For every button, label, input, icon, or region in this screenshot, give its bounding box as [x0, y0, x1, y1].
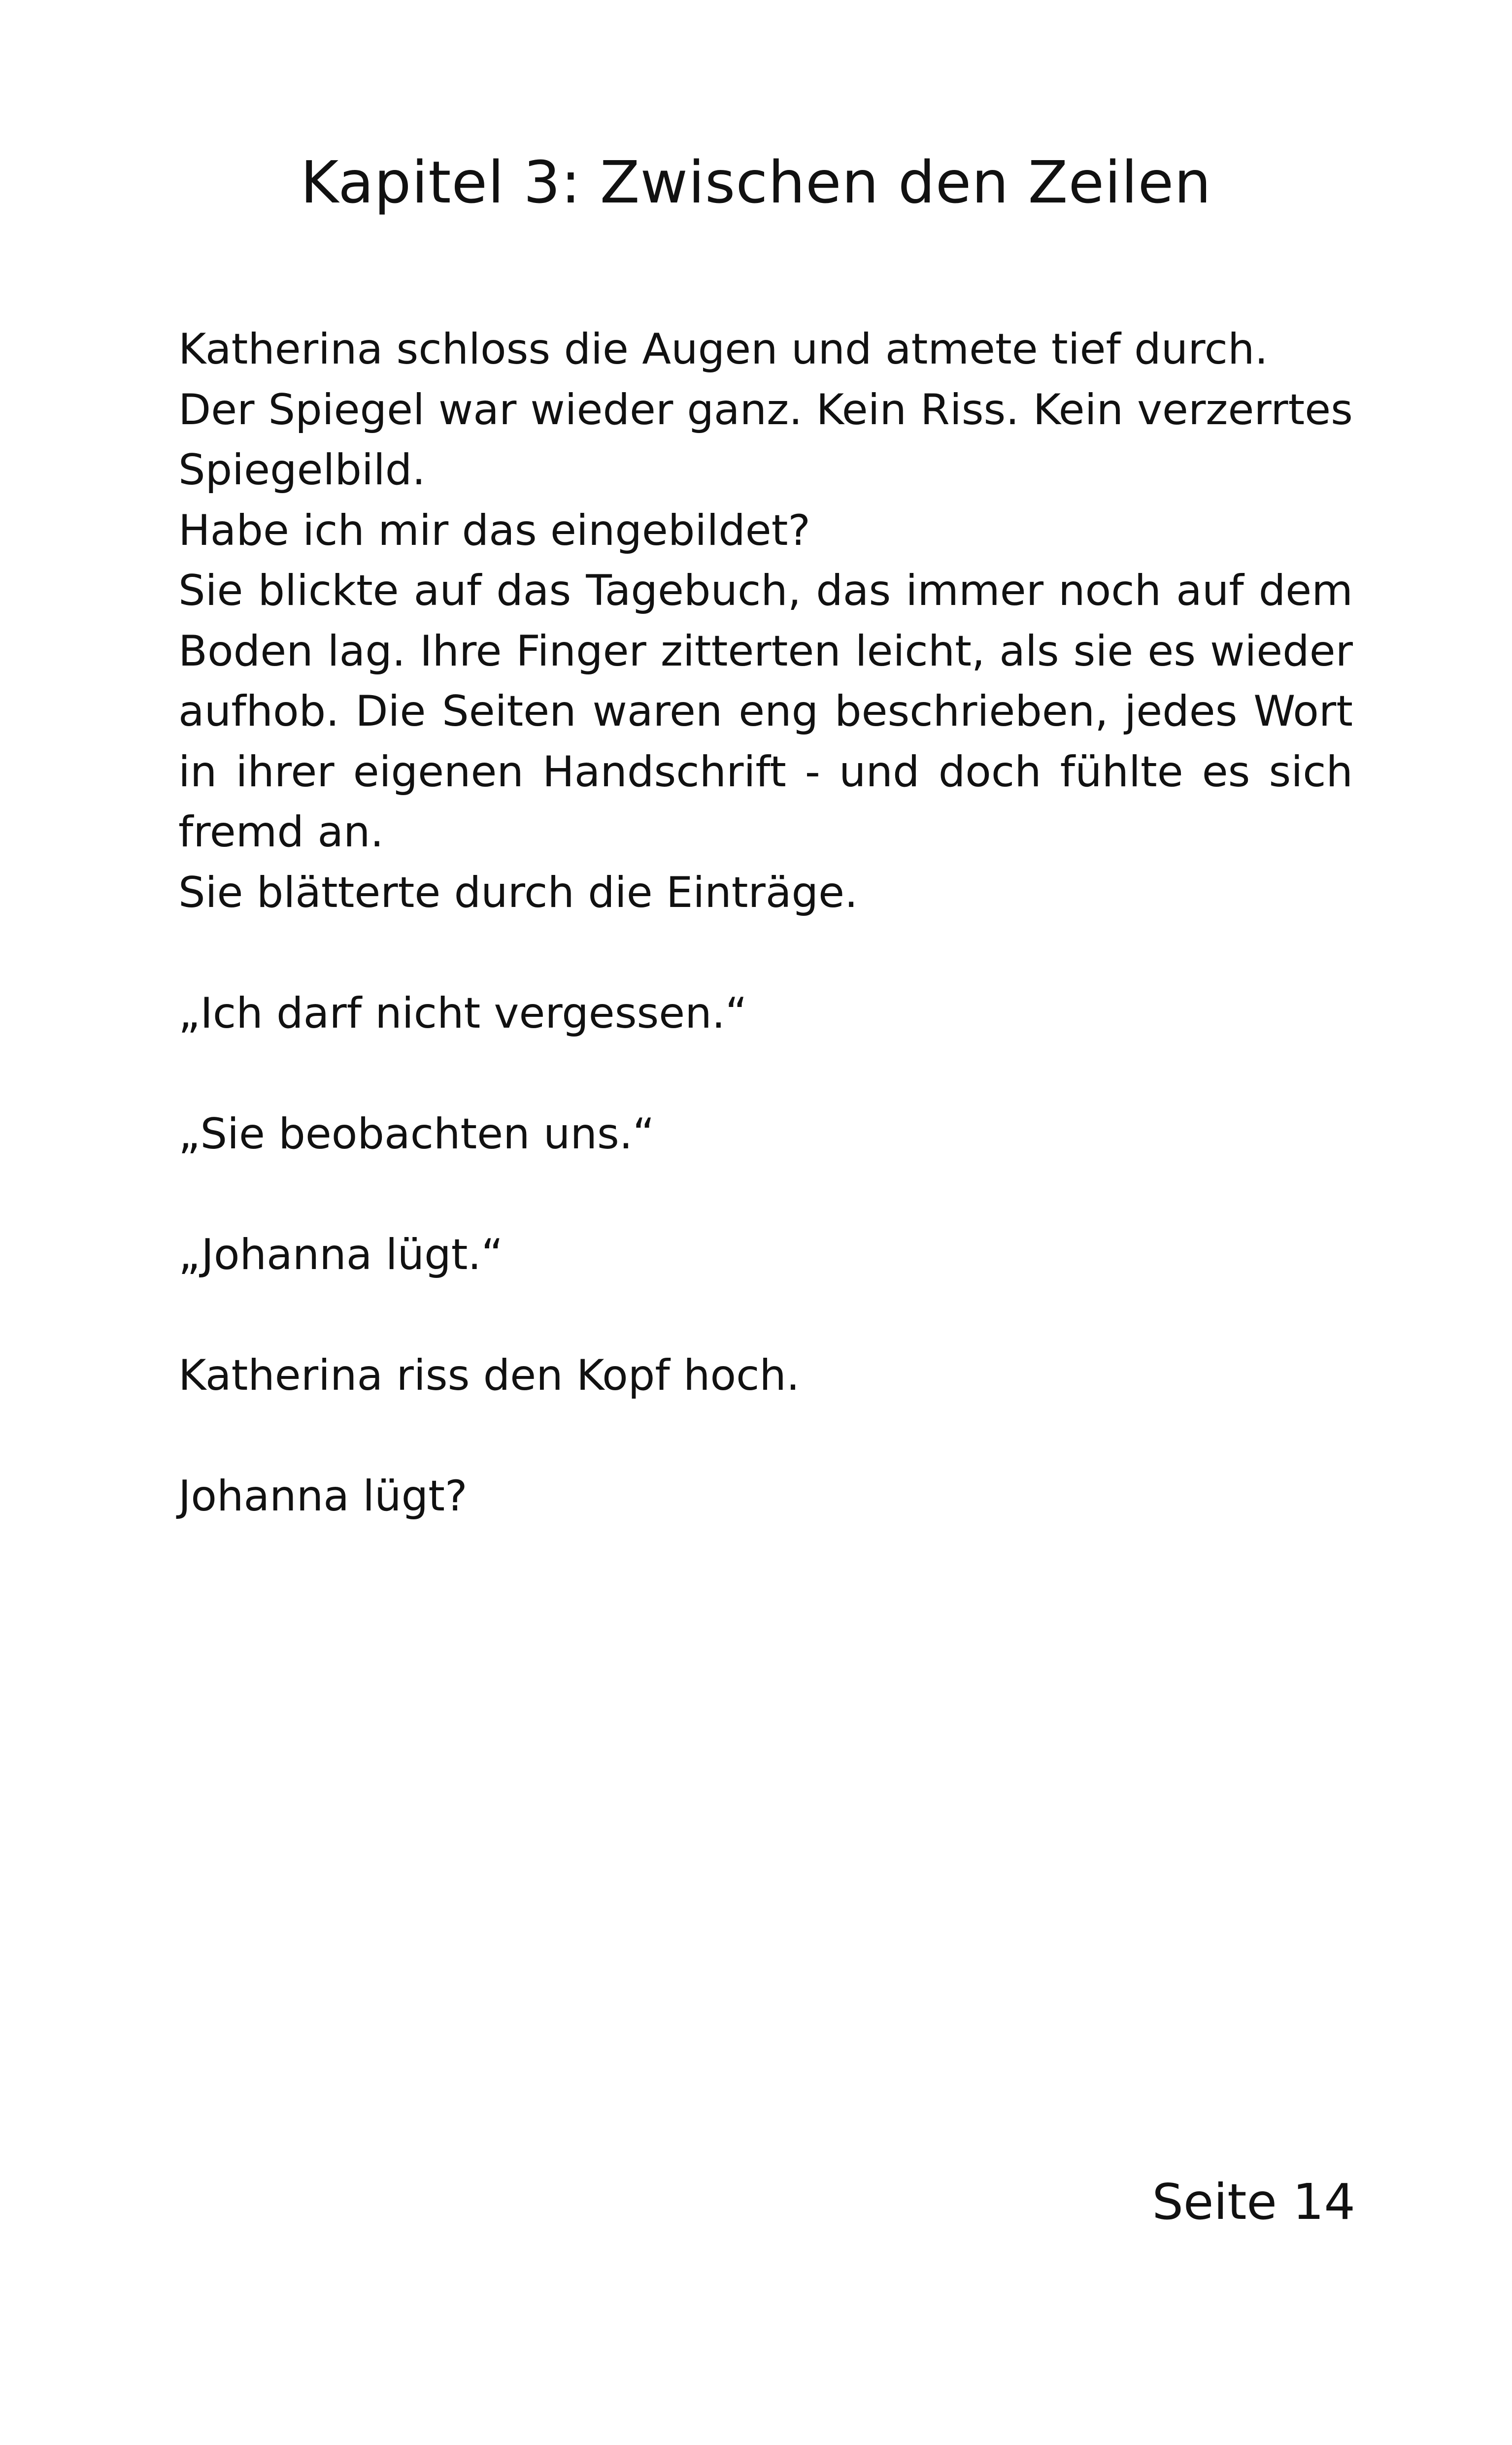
diary-entry-3: „Johanna lügt.“ [178, 1230, 504, 1279]
paragraph-5: Sie blätterte durch die Einträge. [178, 868, 858, 917]
page-number: Seite 14 [1152, 2173, 1355, 2231]
paragraph-1: Katherina schloss die Augen und atmete tief durch. [178, 325, 1268, 374]
paragraph-2: Der Spiegel war wieder ganz. Kein Riss. Kein verzerrtes Spiegelbild. [178, 385, 1353, 495]
chapter-title: Kapitel 3: Zwischen den Zeilen [300, 148, 1212, 216]
paragraph-4: Sie blickte auf das Tagebuch, das immer noch auf dem Boden lag. Ihre Finger zitterten leicht, als sie es wieder aufhob. Die Seiten waren eng beschrieben, jedes Wort in ihrer eigenen Handschrift - und doch fühlte es sich fremd an. [178, 566, 1353, 857]
paragraph-3: Habe ich mir das eingebildet? [178, 505, 811, 555]
paragraph-7: Johanna lügt? [178, 1471, 468, 1521]
diary-entry-2: „Sie beobachten uns.“ [178, 1109, 655, 1159]
paragraph-6: Katherina riss den Kopf hoch. [178, 1350, 800, 1400]
diary-entry-1: „Ich darf nicht vergessen.“ [178, 988, 747, 1038]
chapter-body [178, 319, 1353, 1526]
